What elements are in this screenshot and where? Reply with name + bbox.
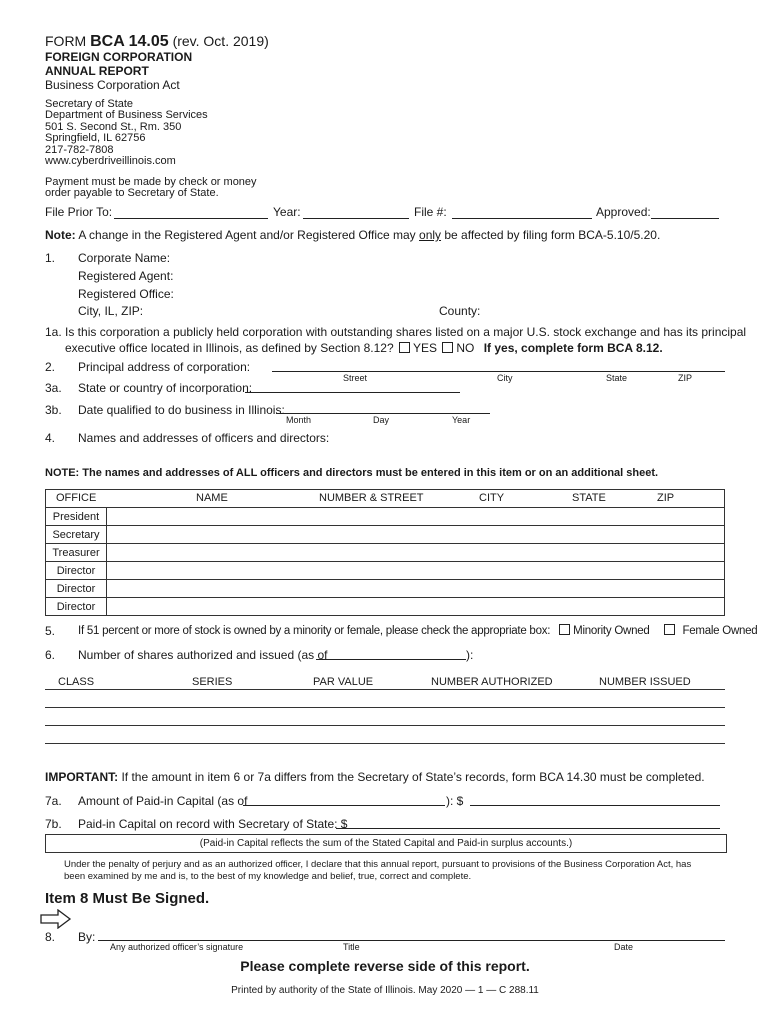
item-1a-text: executive office located in Illinois, as defined by Section 8.12? <box>65 341 394 355</box>
officers-label: Names and addresses of officers and directors: <box>78 431 330 445</box>
note-text-a: A change in the Registered Agent and/or Registered Office may <box>78 228 416 242</box>
item-2-number: 2. <box>45 360 56 374</box>
header-city: CITY <box>479 492 505 504</box>
yes-checkbox[interactable] <box>399 342 410 353</box>
state-incorporation-field[interactable] <box>245 392 460 393</box>
item-1-number: 1. <box>45 251 56 265</box>
file-prior-label: File Prior To: <box>45 205 113 219</box>
year-caption: Year <box>452 415 471 425</box>
header-state: STATE <box>572 492 606 504</box>
no-checkbox[interactable] <box>442 342 453 353</box>
paid-in-record-label: Paid-in Capital on record with Secretary of State: $ <box>78 817 348 831</box>
female-owned-label: Female Owned <box>682 625 758 637</box>
agent-change-note <box>45 228 660 242</box>
paid-in-record-field[interactable] <box>336 828 720 829</box>
date-caption: Date <box>614 942 634 952</box>
table-row <box>46 580 725 598</box>
payment-line-2: order payable to Secretary of State. <box>45 187 219 199</box>
note-text-b: be affected by filing form BCA-5.10/5.20. <box>444 228 661 242</box>
minority-owned-checkbox[interactable] <box>559 624 570 635</box>
director-entry-1[interactable] <box>107 562 725 580</box>
secretary-entry[interactable] <box>107 526 725 544</box>
important-note <box>45 770 705 784</box>
header-number-authorized: NUMBER AUTHORIZED <box>431 676 553 688</box>
city-zip-label: City, IL, ZIP: <box>78 304 144 318</box>
president-entry[interactable] <box>107 508 725 526</box>
approved-field[interactable] <box>651 218 719 219</box>
role-cell: Director <box>46 598 107 616</box>
note-underlined: only <box>419 228 442 242</box>
file-prior-field[interactable] <box>114 218 268 219</box>
year-label: Year: <box>273 205 301 219</box>
address-line-4: Springfield, IL 62756 <box>45 132 146 144</box>
payment-line-1: Payment must be made by check or money <box>45 176 257 188</box>
treasurer-entry[interactable] <box>107 544 725 562</box>
header-number-issued: NUMBER ISSUED <box>599 676 691 688</box>
form-title-1: FOREIGN CORPORATION <box>45 50 193 64</box>
title-caption: Title <box>343 942 360 952</box>
item-5-number: 5. <box>45 624 56 638</box>
form-title-2: ANNUAL REPORT <box>45 64 149 78</box>
address-line-2: Department of Business Services <box>45 109 208 121</box>
officers-table <box>45 489 725 616</box>
table-row <box>46 598 725 616</box>
paid-in-amount-field[interactable] <box>470 805 720 806</box>
perjury-line-1: Under the penalty of perjury and as an authorized officer, I declare that this annual report, pursuant to provisions of the Business Corporation Act, has <box>64 859 692 870</box>
signature-field[interactable] <box>98 940 725 941</box>
year-field[interactable] <box>303 218 409 219</box>
printed-by-footer: Printed by authority of the State of Illinois. May 2020 — 1 — C 288.11 <box>231 985 539 996</box>
shares-row-2[interactable] <box>45 725 725 726</box>
shares-as-of-field[interactable] <box>316 659 466 660</box>
item-8-number: 8. <box>45 930 56 944</box>
header-street: NUMBER & STREET <box>319 492 424 504</box>
role-cell: Treasurer <box>46 544 107 562</box>
paid-in-mid: ): $ <box>446 794 464 808</box>
ownership-label: If 51 percent or more of stock is owned by a minority or female, please check the appropriate box: <box>78 625 551 637</box>
form-prefix: FORM <box>45 33 87 49</box>
female-owned-checkbox[interactable] <box>664 624 675 635</box>
registered-office-label: Registered Office: <box>78 287 174 301</box>
paid-in-as-of-field[interactable] <box>243 805 445 806</box>
officers-header-cell <box>46 490 725 508</box>
role-cell: Director <box>46 580 107 598</box>
principal-address-field[interactable] <box>272 371 725 372</box>
table-row <box>46 526 725 544</box>
date-qualified-field[interactable] <box>276 413 490 414</box>
county-label: County: <box>439 304 481 318</box>
form-act: Business Corporation Act <box>45 78 180 92</box>
state-incorporation-label: State or country of incorporation: <box>78 381 253 395</box>
header-office: OFFICE <box>56 492 97 504</box>
item-1a-question: 1a. Is this corporation a publicly held corporation with outstanding shares listed on a major U.S. stock exchange and has its principal <box>45 325 747 339</box>
form-revision: (rev. Oct. 2019) <box>172 33 269 49</box>
role-cell: Director <box>46 562 107 580</box>
city-caption: City <box>497 373 513 383</box>
role-cell: Secretary <box>46 526 107 544</box>
table-row <box>46 562 725 580</box>
reverse-side-notice: Please complete reverse side of this report. <box>240 958 530 974</box>
signature-caption: Any authorized officer’s signature <box>110 942 244 952</box>
paid-in-note: (Paid-in Capital reflects the sum of the Stated Capital and Paid-in surplus accounts.) <box>45 834 727 853</box>
principal-address-label: Principal address of corporation: <box>78 360 251 374</box>
table-row <box>46 508 725 526</box>
corporate-name-label: Corporate Name: <box>78 251 171 265</box>
month-caption: Month <box>286 415 312 425</box>
paid-in-capital-label: Amount of Paid-in Capital (as of <box>78 794 248 808</box>
day-caption: Day <box>373 415 390 425</box>
important-text: If the amount in item 6 or 7a differs from the Secretary of State’s records, form BCA 14.30 must be completed. <box>121 770 705 784</box>
minority-owned-label: Minority Owned <box>573 625 650 637</box>
perjury-line-2: been examined by me and is, to the best of my knowledge and belief, true, correct and complete. <box>64 871 472 882</box>
note-label: Note: <box>45 228 76 242</box>
by-label: By: <box>78 930 96 944</box>
zip-caption: ZIP <box>678 373 693 383</box>
address-website: www.cyberdriveillinois.com <box>45 155 176 167</box>
item-1a-instruction: If yes, complete form BCA 8.12. <box>483 341 663 355</box>
director-entry-3[interactable] <box>107 598 725 616</box>
header-series: SERIES <box>192 676 233 688</box>
item-4-number: 4. <box>45 431 56 445</box>
role-cell: President <box>46 508 107 526</box>
yes-label: YES <box>413 341 438 355</box>
file-number-field[interactable] <box>452 218 592 219</box>
header-par-value: PAR VALUE <box>313 676 374 688</box>
street-caption: Street <box>343 373 368 383</box>
address-line-1: Secretary of State <box>45 98 134 110</box>
item-8-heading: Item 8 Must Be Signed. <box>45 890 210 907</box>
address-line-5: 217-782-7808 <box>45 144 114 156</box>
arrow-right-icon <box>40 909 72 929</box>
header-zip: ZIP <box>657 492 675 504</box>
form-number <box>45 33 269 51</box>
shares-row-3[interactable] <box>45 743 725 744</box>
item-7b-number: 7b. <box>45 817 62 831</box>
director-entry-2[interactable] <box>107 580 725 598</box>
shares-header-rule <box>45 689 725 690</box>
header-name: NAME <box>196 492 228 504</box>
item-6-number: 6. <box>45 648 56 662</box>
officers-header-row <box>46 490 725 508</box>
registered-agent-label: Registered Agent: <box>78 269 174 283</box>
table-row <box>46 544 725 562</box>
no-label: NO <box>456 341 475 355</box>
important-label: IMPORTANT: <box>45 770 119 784</box>
item-3a-number: 3a. <box>45 381 62 395</box>
ownership-line <box>78 624 757 637</box>
item-1a-line-2 <box>65 341 663 355</box>
form-id: BCA 14.05 <box>90 33 169 50</box>
item-7a-number: 7a. <box>45 794 62 808</box>
officers-note: NOTE: The names and addresses of ALL officers and directors must be entered in this item or on an additional sheet. <box>45 467 659 479</box>
approved-label: Approved: <box>596 205 651 219</box>
file-number-label: File #: <box>414 205 447 219</box>
state-caption: State <box>606 373 628 383</box>
shares-close: ): <box>466 648 474 662</box>
item-3b-number: 3b. <box>45 403 62 417</box>
shares-row-1[interactable] <box>45 707 725 708</box>
header-class: CLASS <box>58 676 95 688</box>
shares-label: Number of shares authorized and issued (as of <box>78 648 328 662</box>
date-qualified-label: Date qualified to do business in Illinois: <box>78 403 285 417</box>
address-line-3: 501 S. Second St., Rm. 350 <box>45 121 182 133</box>
